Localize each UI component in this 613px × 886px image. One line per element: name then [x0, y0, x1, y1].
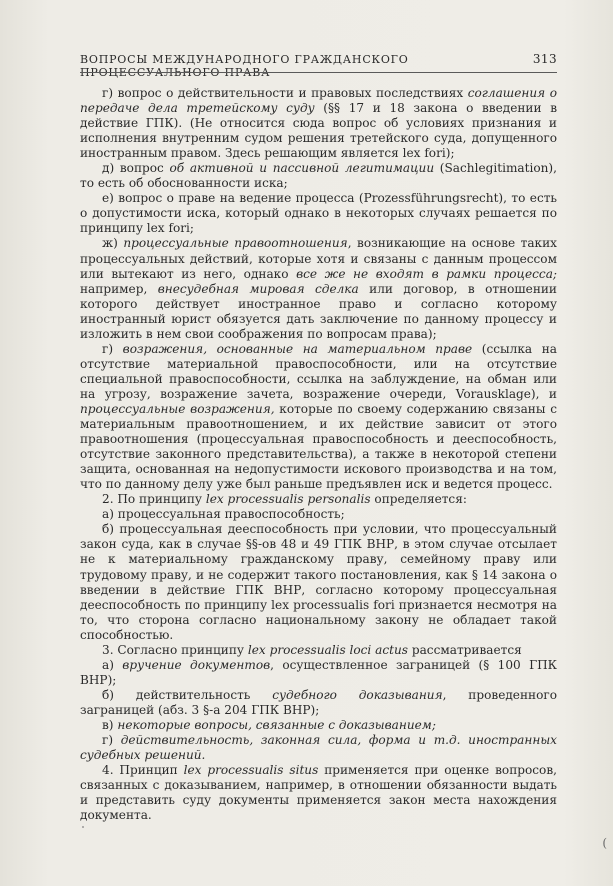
italic-run: все же не входят в рамки процесса;: [296, 266, 557, 281]
text-run: г) вопрос о действительности и правовых последствиях: [102, 86, 468, 100]
text-run: , проведенного заграницей (абз. 3 §-а 204 ГПК ВНР);: [80, 687, 557, 717]
text-run: определяется:: [370, 492, 467, 507]
running-header: [80, 52, 557, 79]
text-run: (Sachlegitimation), то есть об обоснованности иска;: [80, 161, 557, 191]
paragraph: [80, 718, 557, 733]
text-run: 4. Принцип: [102, 763, 184, 778]
italic-run: lex processualis situs: [183, 763, 319, 778]
italic-run: возражения, основанные на материальном праве: [122, 341, 473, 356]
text-run: , возникающие на основе таких процессуальных действий, которые хотя и связаны с данным процессом или вытекают из него, однако: [80, 236, 557, 281]
italic-run: некоторые вопросы, связанные с доказыванием;: [117, 717, 436, 732]
text-run: в): [102, 717, 118, 732]
italic-run: судебного доказывания: [272, 687, 443, 702]
text-run: (ссылка на отсутствие материальной правоспособности, или на отсутствие специальной правоспособности, ссылка на заблуждение, на обман или на угрозу, возражение зачета, возражение очереди, Vorausklage), и: [80, 341, 557, 401]
scan-speck: [82, 826, 84, 828]
paragraph: [80, 658, 557, 688]
text-run: рассматривается: [408, 642, 522, 657]
text-run: г): [102, 341, 123, 356]
paragraph: [80, 342, 557, 492]
italic-run: вручение документов: [122, 657, 271, 672]
italic-run: соглашения о передаче дела третейскому суду: [80, 86, 558, 116]
paragraph: [80, 492, 557, 507]
text-run: например,: [80, 281, 158, 296]
italic-run: об активной и пассивной легитимации: [169, 161, 435, 176]
text-run: или договор, в отношении которого действует иностранное право и согласно которому иностранный юрист обязуется дать заключение по данному процессу и изложить в нем свои соображения по вопросам права);: [80, 281, 557, 341]
text-run: , осуществленное заграницей (§ 100 ГПК ВНР);: [80, 657, 558, 687]
text-run: которые по своему содержанию связаны с материальным правоотношением, и их действие зависит от этого правоотношения (процессуальная правоспособность и дееспособность, отсутствие законного представительства), а также в некоторой степени защита, основанная на недопустимости искового производства и на том, что по данному делу уже был раньше предъявлен иск и ведется процесс.: [80, 401, 557, 492]
margin-mark: (: [602, 836, 607, 850]
paragraph: [80, 763, 557, 823]
paragraph: [80, 161, 557, 191]
text-run: 2. По принципу: [102, 492, 206, 507]
paragraph: [80, 688, 557, 718]
header-rule: [80, 72, 557, 73]
text-run: а): [102, 657, 123, 672]
italic-run: действительность, законная сила, форма и т.д. иностранных судебных решений.: [80, 733, 557, 763]
italic-run: lex processualis loci actus: [247, 642, 408, 657]
text-run: б) действительность: [102, 687, 273, 702]
paragraph: [80, 86, 557, 161]
paragraph: [80, 643, 557, 658]
italic-run: процессуальные правоотношения: [123, 236, 348, 251]
text-run: ж): [102, 236, 124, 251]
text-run: б) процессуальная дееспособность при условии, что процессуальный закон суда, как в случае §§-ов 48 и 49 ГПК ВНР, в этом случае отсылает не к материальному гражданскому праву, семейному праву или трудовому праву, и не содержит такого постановления, как § 14 закона о введении в действие ГПК ВНР, согласно которому процессуальная дееспособность по принципу lex processualis fori признается несмотря на то, что сторона согласно национальному закону не обладает такой способностью.: [80, 522, 557, 642]
paragraph: [80, 236, 557, 341]
text-run: д) вопрос: [102, 161, 170, 176]
text-run: (§§ 17 и 18 закона о введении в действие ГПК). (Не относится сюда вопрос об условиях признания и исполнения внутренним судом решения третейского суда, допущенного иностранным правом. Здесь решающим является lex fori);: [80, 101, 557, 161]
running-title: ВОПРОСЫ МЕЖДУНАРОДНОГО ГРАЖДАНСКОГО ПРОЦЕССУАЛЬНОГО ПРАВА: [80, 53, 409, 79]
text-run: применяется при оценке вопросов, связанных с доказыванием, например, в отношении обязанности выдать и представить суду документы применяется закон места нахождения документа.: [80, 763, 557, 823]
paragraph: [80, 733, 557, 763]
paragraph: [80, 507, 557, 522]
paragraph: [80, 191, 557, 236]
body-text: [80, 86, 557, 823]
italic-run: процессуальные возражения,: [80, 401, 275, 416]
italic-run: внесудебная мировая сделка: [157, 281, 359, 296]
italic-run: lex processualis personalis: [205, 492, 371, 507]
text-run: г): [102, 733, 121, 748]
text-run: е) вопрос о праве на ведение процесса (Prozessführungsrecht), то есть о допустимости иска, который однако в некоторых случаях решается по принципу lex fori;: [80, 191, 557, 236]
text-run: а) процессуальная правоспособность;: [102, 507, 345, 522]
page-number: 313: [532, 52, 557, 66]
text-run: 3. Согласно принципу: [102, 642, 248, 657]
paragraph: [80, 522, 557, 642]
